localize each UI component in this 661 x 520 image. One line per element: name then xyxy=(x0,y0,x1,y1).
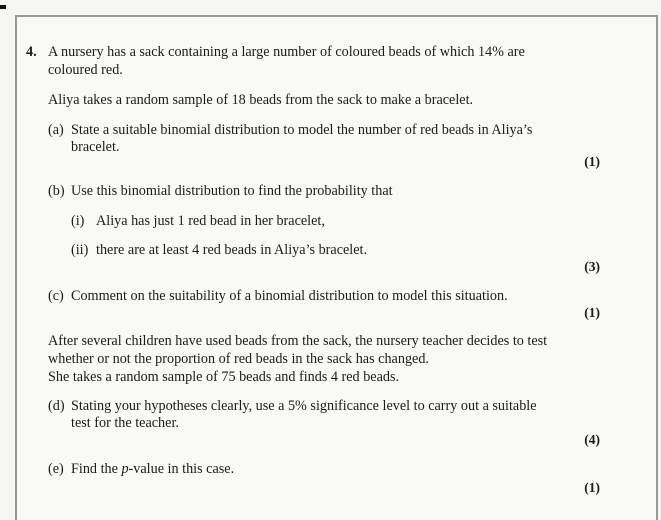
part-d-line-1: Stating your hypotheses clearly, use a 5% significance level to carry out a suitable xyxy=(71,398,537,414)
part-e-text-italic: p xyxy=(121,461,129,477)
part-e-label: (e) xyxy=(48,461,64,477)
part-e-marks: (1) xyxy=(584,480,600,495)
part-a-marks: (1) xyxy=(584,154,600,169)
part-a-label: (a) xyxy=(48,122,64,138)
part-b-sub-i-label: (i) xyxy=(71,213,85,229)
part-c-text: Comment on the suitability of a binomial distribution to model this situation. xyxy=(71,288,508,304)
part-b-marks: (3) xyxy=(584,259,600,274)
context-line-3: She takes a random sample of 75 beads and finds 4 red beads. xyxy=(48,369,400,385)
part-c-label: (c) xyxy=(48,288,64,304)
intro-line-1: A nursery has a sack containing a large number of coloured beads of which 14% are xyxy=(48,44,525,60)
intro-line-2: coloured red. xyxy=(48,62,123,78)
part-e-text-after: -value in this case. xyxy=(128,461,235,477)
part-b-sub-i-text: Aliya has just 1 red bead in her bracelet, xyxy=(96,213,325,229)
part-e-text xyxy=(71,461,234,478)
part-b-text: Use this binomial distribution to find the probability that xyxy=(71,183,393,199)
part-e-text-before: Find the xyxy=(71,461,122,477)
sample-text: Aliya takes a random sample of 18 beads from the sack to make a bracelet. xyxy=(48,92,474,108)
part-b-sub-ii-label: (ii) xyxy=(71,242,89,258)
page-corner-mark xyxy=(0,5,6,9)
context-line-2: whether or not the proportion of red beads in the sack has changed. xyxy=(48,351,429,367)
part-a-line-1: State a suitable binomial distribution to model the number of red beads in Aliya’s xyxy=(71,122,533,138)
part-d-label: (d) xyxy=(48,398,65,414)
part-c-marks: (1) xyxy=(584,305,600,320)
part-b-label: (b) xyxy=(48,183,65,199)
part-b-sub-ii-text: there are at least 4 red beads in Aliya’s bracelet. xyxy=(96,242,368,258)
part-d-line-2: test for the teacher. xyxy=(71,415,179,431)
part-d-marks: (4) xyxy=(584,432,600,447)
context-line-1: After several children have used beads from the sack, the nursery teacher decides to test xyxy=(48,333,548,349)
question-number: 4. xyxy=(26,44,37,60)
part-a-line-2: bracelet. xyxy=(71,139,120,155)
question-frame xyxy=(15,15,658,520)
